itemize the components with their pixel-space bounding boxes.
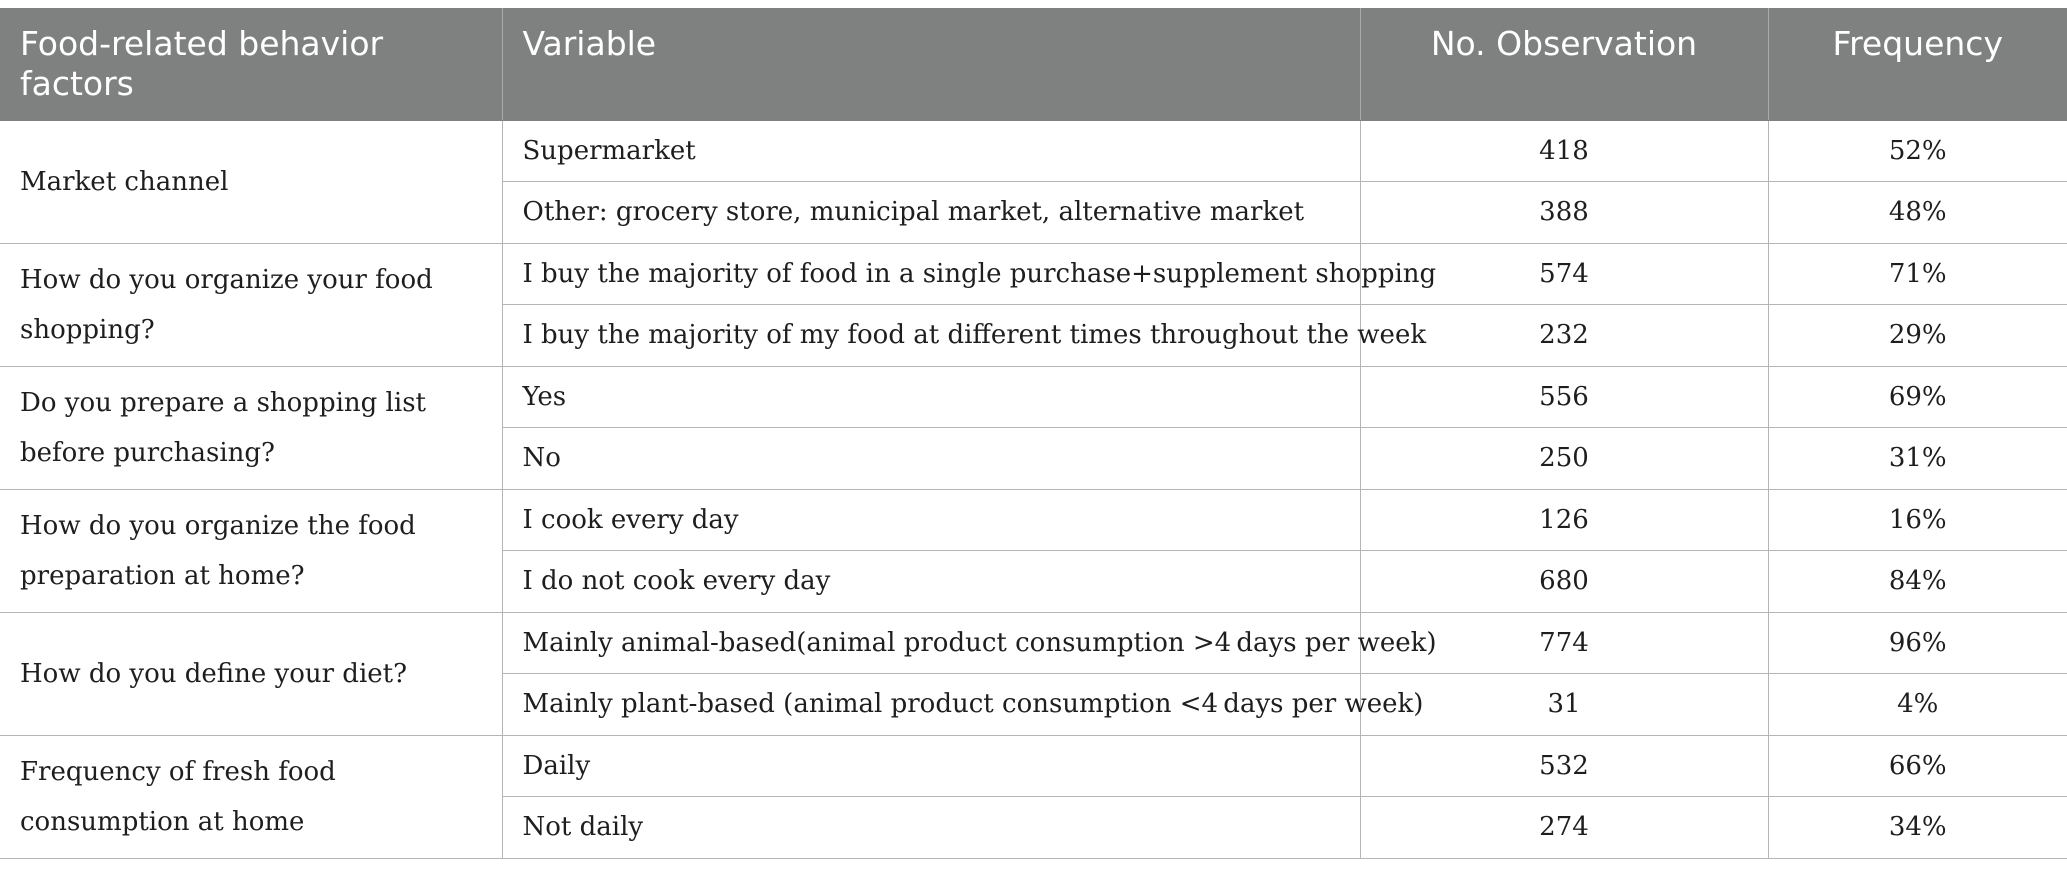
factor-cell: Market channel xyxy=(0,120,502,243)
table-row xyxy=(0,120,2067,182)
variable-cell: Other: grocery store, municipal market, alternative market xyxy=(502,182,1360,244)
factor-cell: How do you organize your food shopping? xyxy=(0,243,502,366)
data-table-container xyxy=(0,8,2067,859)
frequency-cell: 69% xyxy=(1768,366,2067,428)
table-row xyxy=(0,735,2067,797)
frequency-cell: 84% xyxy=(1768,551,2067,613)
frequency-cell: 29% xyxy=(1768,305,2067,367)
frequency-cell: 4% xyxy=(1768,674,2067,736)
header-frequency: Frequency xyxy=(1768,8,2067,120)
variable-cell: Mainly plant-based (animal product consumption <4 days per week) xyxy=(502,674,1360,736)
frequency-cell: 16% xyxy=(1768,489,2067,551)
table-row xyxy=(0,366,2067,428)
header-factors: Food-related behavior factors xyxy=(0,8,502,120)
factor-cell: How do you organize the food preparation at home? xyxy=(0,489,502,612)
variable-cell: I cook every day xyxy=(502,489,1360,551)
factor-cell: Do you prepare a shopping list before purchasing? xyxy=(0,366,502,489)
frequency-cell: 66% xyxy=(1768,735,2067,797)
observation-cell: 418 xyxy=(1360,120,1768,182)
observation-cell: 274 xyxy=(1360,797,1768,859)
frequency-cell: 71% xyxy=(1768,243,2067,305)
observation-cell: 31 xyxy=(1360,674,1768,736)
frequency-cell: 48% xyxy=(1768,182,2067,244)
frequency-cell: 52% xyxy=(1768,120,2067,182)
observation-cell: 680 xyxy=(1360,551,1768,613)
table-row xyxy=(0,243,2067,305)
variable-cell: I do not cook every day xyxy=(502,551,1360,613)
variable-cell: No xyxy=(502,428,1360,490)
food-behavior-table xyxy=(0,8,2067,859)
variable-cell: I buy the majority of my food at different times throughout the week xyxy=(502,305,1360,367)
observation-cell: 126 xyxy=(1360,489,1768,551)
observation-cell: 774 xyxy=(1360,612,1768,674)
header-observations: No. Observation xyxy=(1360,8,1768,120)
factor-cell: How do you define your diet? xyxy=(0,612,502,735)
frequency-cell: 96% xyxy=(1768,612,2067,674)
variable-cell: Yes xyxy=(502,366,1360,428)
table-row xyxy=(0,489,2067,551)
variable-cell: Not daily xyxy=(502,797,1360,859)
variable-cell: Mainly animal-based(animal product consumption >4 days per week) xyxy=(502,612,1360,674)
observation-cell: 388 xyxy=(1360,182,1768,244)
observation-cell: 232 xyxy=(1360,305,1768,367)
variable-cell: Daily xyxy=(502,735,1360,797)
factor-cell: Frequency of fresh food consumption at home xyxy=(0,735,502,858)
observation-cell: 556 xyxy=(1360,366,1768,428)
observation-cell: 574 xyxy=(1360,243,1768,305)
observation-cell: 532 xyxy=(1360,735,1768,797)
table-header-row xyxy=(0,8,2067,120)
frequency-cell: 31% xyxy=(1768,428,2067,490)
frequency-cell: 34% xyxy=(1768,797,2067,859)
variable-cell: Supermarket xyxy=(502,120,1360,182)
variable-cell: I buy the majority of food in a single purchase+supplement shopping xyxy=(502,243,1360,305)
header-variable: Variable xyxy=(502,8,1360,120)
observation-cell: 250 xyxy=(1360,428,1768,490)
table-row xyxy=(0,612,2067,674)
